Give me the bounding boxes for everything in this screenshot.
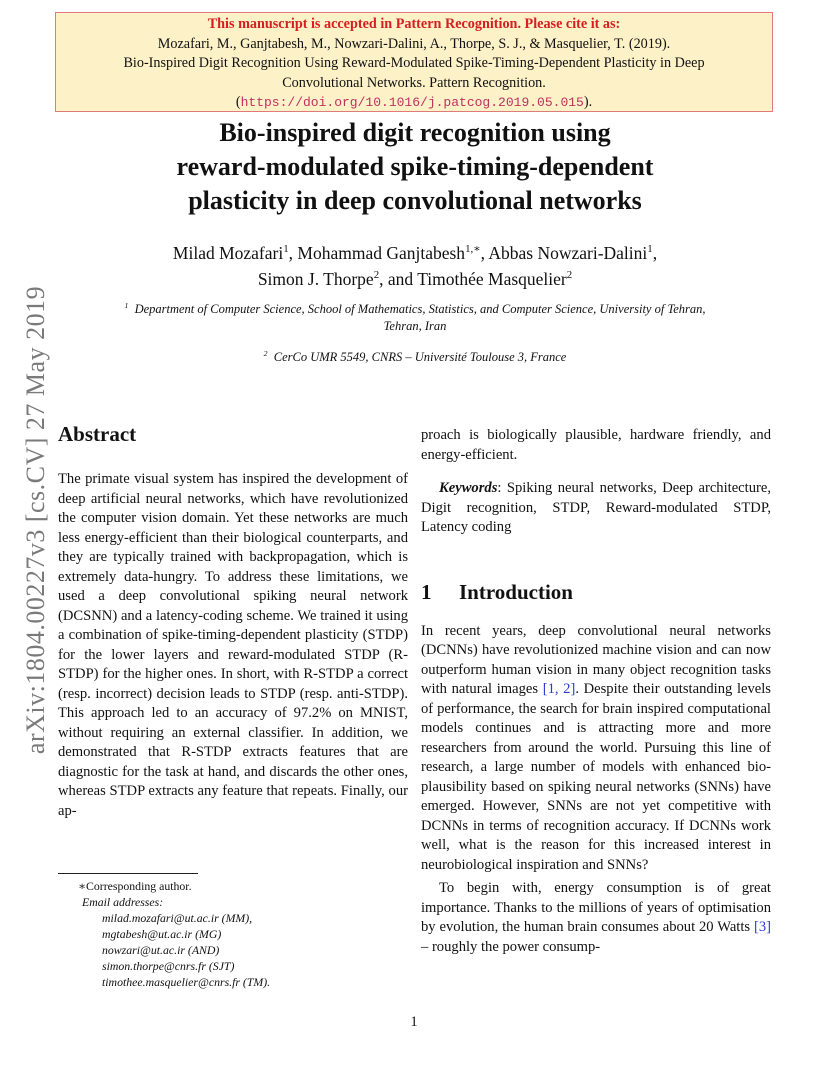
affiliation-2 [60, 349, 770, 366]
page-number: 1 [410, 1014, 418, 1030]
affil-text: Department of Computer Science, School of Mathematics, Statistics, and Computer Science, University of Tehran, [134, 302, 706, 316]
author-line: Milad Mozafari$^1$, Mohammad Ganjtabesh$^{1,∗}$, Abbas Nowzari-Dalini$^1$, [172, 243, 658, 263]
notice-citation-line: Bio-Inspired Digit Recognition Using Reward-Modulated Spike-Timing-Dependent Plasticity in Deep [123, 55, 705, 71]
email-address[interactable]: milad.mozafari@ut.ac.ir (MM), [102, 911, 253, 925]
affiliation-1 [60, 301, 770, 335]
section-heading-introduction [421, 578, 771, 606]
author-line [60, 266, 770, 292]
keywords-sep: : [497, 480, 502, 496]
notice-citation-line: Mozafari, M., Ganjtabesh, M., Nowzari-Dalini, A., Thorpe, S. J., & Masquelier, T. (2019). [157, 35, 671, 52]
intro-text: – roughly the power consump- [421, 938, 601, 955]
notice-doi-line [56, 93, 772, 113]
author-name: , and Timothée Masquelier [379, 269, 567, 289]
intro-text: . Despite their outstanding levels of performance, the search for brain inspired computational models continues and is attracting more and more researchers from around the world. Pursuing this line of research, a large number of models with enhanced bio-plausibility based on spiking neural networks (SNNs) have emerged. However, SNNs are not yet competitive with DCNNs in terms of recognition accuracy. If DCNNs work well, what is the reason for this increased interest in neurobiological inspiration and SNNs? [421, 681, 771, 873]
section-number: 1 [421, 579, 432, 604]
paper-title [60, 116, 770, 218]
citation-link[interactable]: [3] [753, 919, 771, 935]
keywords [421, 479, 771, 538]
intro-paragraph-1 [421, 622, 771, 876]
author-affil-mark: 1 [647, 243, 653, 256]
author-affil-mark: 1 [283, 243, 289, 256]
author-name: Milad Mozafari [172, 243, 284, 263]
corresponding-author-note: ∗Corresponding author. [78, 879, 192, 893]
author-affil-mark: 1,∗ [465, 243, 481, 256]
affil-number: 2 [263, 348, 268, 358]
abstract-continuation: proach is biologically plausible, hardware friendly, and energy-efficient. [421, 427, 771, 463]
email-label: Email addresses: [82, 895, 164, 909]
author-name: , Mohammad Ganjtabesh [288, 243, 466, 263]
arxiv-stamp-text: arXiv:1804.00227v3 [cs.CV] 27 May 2019 [21, 285, 50, 755]
intro-text: To begin with, energy consumption is of great importance. Thanks to the millions of years of optimisation by evolution, the human brain consumes about 20 Watts [421, 880, 771, 935]
author-affil-mark: 2 [373, 269, 380, 282]
citation-link[interactable]: [1, 2] [542, 681, 576, 697]
affil-text: CerCo UMR 5549, CNRS – Université Toulouse 3, France [273, 350, 567, 364]
affil-text: Tehran, Iran [383, 319, 447, 333]
author-affil-mark: 2 [566, 269, 573, 282]
doi-paren: ). [583, 94, 593, 110]
keywords-label: Keywords [439, 480, 498, 496]
affil-number: 1 [124, 300, 129, 310]
author-name: Simon J. Thorpe [257, 269, 374, 289]
left-column [58, 420, 408, 821]
notice-citation-line: Convolutional Networks. Pattern Recognition. [282, 74, 546, 91]
email-address[interactable]: timothee.masquelier@cnrs.fr (TM). [102, 975, 271, 989]
title-line: plasticity in deep convolutional networks [188, 186, 642, 215]
intro-text: In recent years, deep convolutional neural networks (DCNNs) have revolutionized machine vision and can now outperform human vision in many object recognition tasks with natural images [421, 622, 771, 697]
section-title: Introduction [459, 579, 573, 604]
citation-notice-box [55, 12, 773, 112]
email-address[interactable]: simon.thorpe@cnrs.fr (SJT) [102, 959, 235, 973]
doi-link[interactable]: https://doi.org/10.1016/j.patcog.2019.05.015 [240, 95, 584, 110]
footnote-rule [58, 873, 198, 874]
title-line: reward-modulated spike-timing-dependent [176, 152, 654, 181]
abstract-heading: Abstract [58, 422, 137, 446]
email-address[interactable]: mgtabesh@ut.ac.ir (MG) [102, 927, 222, 941]
title-line: Bio-inspired digit recognition using [219, 118, 611, 147]
doi-paren: ( [235, 94, 241, 110]
author-list [60, 240, 770, 292]
abstract-body: The primate visual system has inspired the development of deep artificial neural networks, which have revolutionized the computer vision domain. Yet these networks are much less energy-efficient than their biological counterparts, and they are typically trained with backpropagation, which is extremely data-hungry. To address these limitations, we used a deep convolutional spiking neural network (DCSNN) and a latency-coding scheme. We trained it using a combination of spike-timing-dependent plasticity (STDP) for the lower layers and reward-modulated STDP (R-STDP) for the higher ones. In short, with R-STDP a correct (resp. incorrect) decision leads to STDP (resp. anti-STDP). This approach led to an accuracy of 97.2% on MNIST, without requiring an external classifier. In addition, we demonstrated that R-STDP extracts features that are diagnostic for the task at hand, and discards the other ones, whereas STDP extracts any feature that repeats. Finally, our ap- [58, 471, 408, 819]
notice-heading: This manuscript is accepted in Pattern Recognition. Please cite it as: [207, 16, 621, 32]
footnote [58, 878, 408, 990]
keywords-text: Spiking neural networks, Deep architecture, Digit recognition, STDP, Reward-modulated STDP, Latency coding [421, 480, 771, 535]
author-name: , Abbas Nowzari-Dalini [480, 243, 648, 263]
intro-paragraph-2 [421, 879, 771, 957]
email-address[interactable]: nowzari@ut.ac.ir (AND) [102, 943, 220, 957]
right-column [421, 426, 771, 957]
